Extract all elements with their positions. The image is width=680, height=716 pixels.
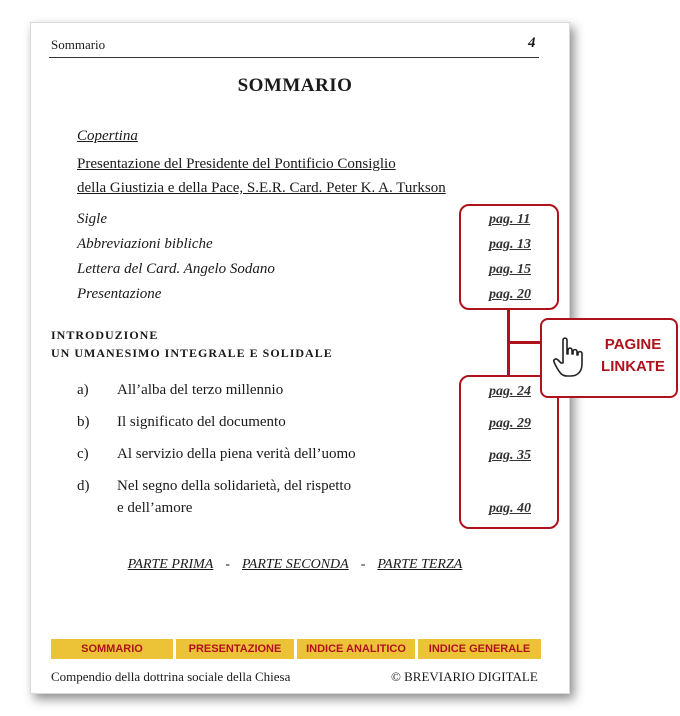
linked-pages-highlight-top [459,204,559,310]
toc-item-sigle: Sigle [77,211,107,227]
item-letter-c: c) [77,446,89,462]
bottom-nav-bar [51,639,541,659]
parte-seconda-link[interactable]: PARTE SECONDA [242,557,349,572]
footer-title: Compendio della dottrina sociale della Chiesa [51,669,291,684]
page-link-servizio[interactable]: pag. 35 [489,448,531,463]
parte-terza-link[interactable]: PARTE TERZA [377,557,463,572]
toc-item-solidarieta-line2: e dell’amore [117,500,193,516]
footer-copyright: © BREVIARIO DIGITALE [391,669,538,684]
item-letter-a: a) [77,382,89,398]
page-link-solidarieta[interactable]: pag. 40 [489,501,531,516]
toc-item-presentazione: Presentazione [77,286,162,302]
toc-item-lettera: Lettera del Card. Angelo Sodano [77,261,275,277]
nav-indice-analitico-button[interactable]: INDICE ANALITICO [297,639,415,659]
toc-item-solidarieta: Nel segno della solidarietà, del rispetto [117,478,352,494]
page-title: SOMMARIO [237,75,353,96]
page-link-significato[interactable]: pag. 29 [489,416,531,431]
nav-indice-generale-button[interactable]: INDICE GENERALE [418,639,541,659]
document-page [30,22,570,694]
parts-nav [31,557,559,573]
header-page-number: 4 [528,35,536,51]
page-link-abbreviazioni[interactable]: pag. 13 [489,237,531,252]
hand-pointer-icon [552,336,586,378]
callout-connector-horizontal [508,341,542,344]
toc-item-servizio: Al servizio della piena verità dell’uomo [117,446,356,462]
item-letter-d: d) [77,478,90,494]
parts-separator: - [225,557,231,572]
callout-line2: LINKATE [601,358,665,375]
toc-item-alba: All’alba del terzo millennio [117,382,284,398]
cover-link[interactable]: Copertina [77,128,138,144]
callout-line1: PAGINE [604,336,662,353]
presentation-link-line1[interactable]: Presentazione del Presidente del Pontificio Consiglio [77,156,396,172]
linked-pages-callout [540,318,678,398]
intro-subheading: UN UMANESIMO INTEGRALE E SOLIDALE [51,346,333,360]
page-link-presentazione[interactable]: pag. 20 [489,287,531,302]
header-section-title: Sommario [51,37,106,52]
callout-label [592,334,674,378]
linked-pages-highlight-bottom [459,375,559,529]
presentation-link-line2[interactable]: della Giustizia e della Pace, S.E.R. Card. Peter K. A. Turkson [77,180,446,196]
header-rule [49,57,539,58]
item-letter-b: b) [77,414,90,430]
toc-item-significato: Il significato del documento [117,414,286,430]
page-link-sigle[interactable]: pag. 11 [489,212,531,227]
page-link-alba[interactable]: pag. 24 [489,384,531,399]
intro-heading: INTRODUZIONE [51,328,159,342]
parts-separator: - [360,557,366,572]
parte-prima-link[interactable]: PARTE PRIMA [127,557,214,572]
page-link-lettera[interactable]: pag. 15 [489,262,531,277]
toc-item-abbreviazioni: Abbreviazioni bibliche [77,236,213,252]
nav-presentazione-button[interactable]: PRESENTAZIONE [176,639,294,659]
nav-sommario-button[interactable]: SOMMARIO [51,639,173,659]
